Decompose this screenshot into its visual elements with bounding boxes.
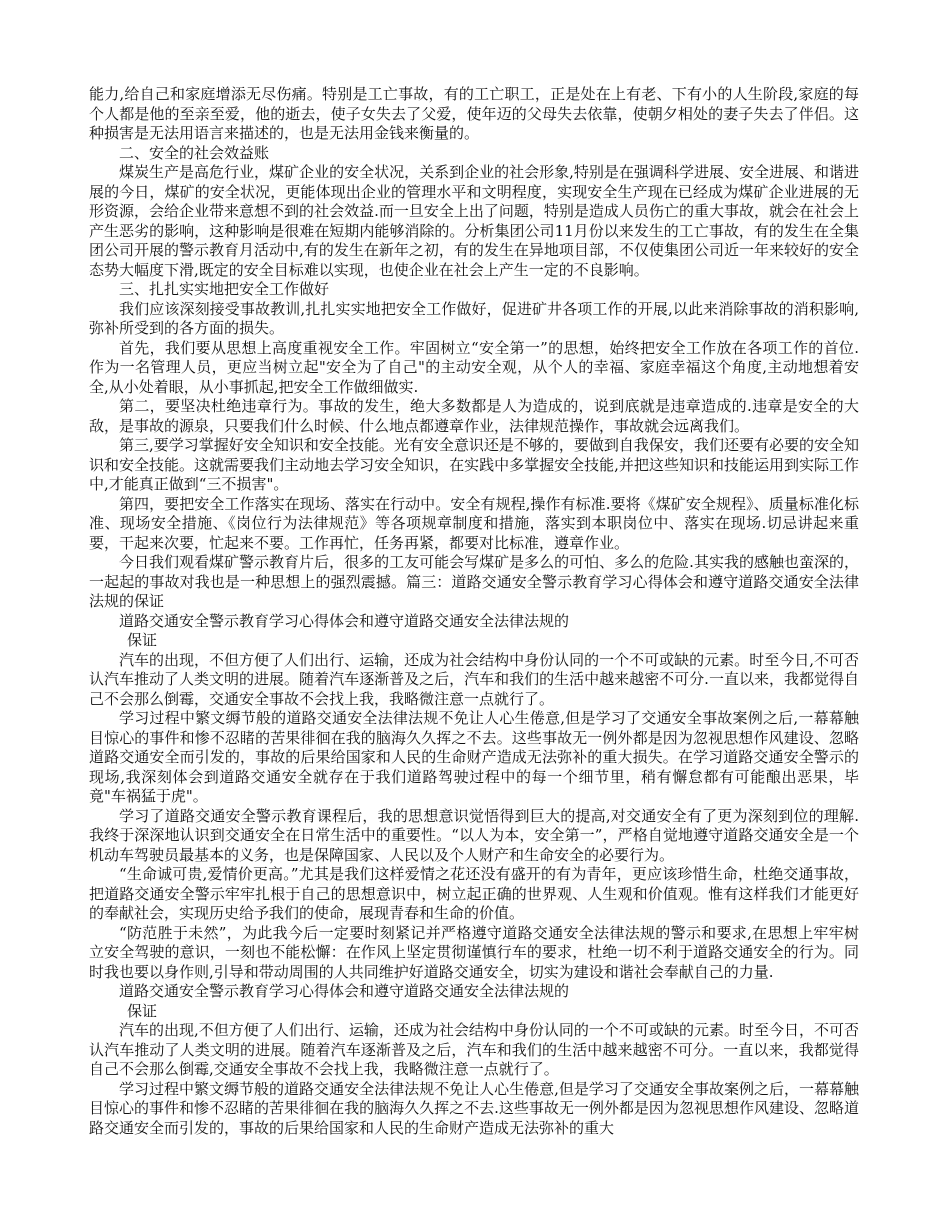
section-heading: 三、扎扎实实地把安全工作做好	[119, 280, 330, 298]
paragraph: “防范胜于未然”，为此我今后一定要时刻紧记并严格遵守道路交通安全法律法规的警示和要求,在思想上牢牢树立安全驾驶的意识，一刻也不能松懈：在作风上坚定贯彻谨慎行车的要求，杜绝一切不利于道路交通安全的行为。同时我也要以身作则,引导和带动周围的人共同维护好道路交通安全，切实为建设和谐社会奉献自己的力量.	[89, 923, 859, 981]
article-title: 道路交通安全警示教育学习心得体会和遵守道路交通安全法律法规的	[119, 982, 570, 1000]
paragraph: 第二，要坚决杜绝违章行为。事故的发生，绝大多数都是人为造成的，说到底就是违章造成的.违章是安全的大敌，是事故的源泉，只要我们什么时候、什么地点都遵章作业，法律规范操作，事故就会远离我们。	[89, 397, 859, 435]
document-body	[89, 85, 859, 1138]
paragraph: 学习过程中繁文缛节般的道路交通安全法律法规不免让人心生倦意,但是学习了交通安全事故案例之后,一幕幕触目惊心的事件和惨不忍睹的苦果徘徊在我的脑海久久挥之不去。这些事故无一例外都是因为忽视思想作风建设、忽略道路交通安全而引发的，事故的后果给国家和人民的生命财产造成无法弥补的重大损失。在学习道路交通安全警示的现场,我深刻体会到道路交通安全就存在于我们道路驾驶过程中的每一个细节里，稍有懈怠都有可能酿出恶果，毕竟"车祸猛于虎"。	[89, 709, 859, 805]
paragraph: “生命诚可贵,爱情价更高。”尤其是我们这样爱情之花还没有盛开的有为青年，更应该珍惜生命，杜绝交通事故，把道路交通安全警示牢牢扎根于自己的思想意识中，树立起正确的世界观、人生观和价值观。惟有这样我们才能更好的奉献社会，实现历史给予我们的使命，展现青春和生命的价值。	[89, 865, 859, 922]
paragraph: 学习过程中繁文缛节般的道路交通安全法律法规不免让人心生倦意,但是学习了交通安全事故案例之后，一幕幕触目惊心的事件和惨不忍睹的苦果徘徊在我的脑海久久挥之不去.这些事故无一例外都是因为忽视思想作风建设、忽略道路交通安全而引发的，事故的后果给国家和人民的生命财产造成无法弥补的重大	[89, 1079, 859, 1137]
paragraph: 汽车的出现，不但方便了人们出行、运输，还成为社会结构中身份认同的一个不可或缺的元素。时至今日,不可否认汽车推动了人类文明的进展。随着汽车逐渐普及之后，汽车和我们的生活中越来越密不可分.一直以来，我都觉得自己不会那么倒霉，交通安全事故不会找上我，我略微注意一点就行了。	[89, 650, 859, 708]
article-title-continued: 保证	[127, 631, 158, 649]
paragraph: 第三,要学习掌握好安全知识和安全技能。光有安全意识还是不够的，要做到自我保安，我们还要有必要的安全知识和安全技能。这就需要我们主动地去学习安全知识，在实践中多掌握安全技能,并把这些知识和技能运用到实际工作中,才能真正做到“三不损害"。	[89, 436, 859, 493]
paragraph: 煤炭生产是高危行业，煤矿企业的安全状况，关系到企业的社会形象,特别是在强调科学进展、安全进展、和谐进展的今日，煤矿的安全状况，更能体现出企业的管理水平和文明程度，实现安全生产现在已经成为煤矿企业进展的无形资源，会给企业带来意想不到的社会效益.而一旦安全上出了问题，特别是造成人员伤亡的重大事故，就会在社会上产生恶劣的影响，这种影响是很难在短期内能够消除的。分析集团公司11月份以来发生的工亡事故，有的发生在全集团公司开展的警示教育月活动中,有的发生在新年之初，有的发生在异地项目部，不仅使集团公司近一年来较好的安全态势大幅度下滑,既定的安全目标难以实现，也使企业在社会上产生一定的不良影响。	[89, 163, 859, 279]
paragraph: 首先，我们要从思想上高度重视安全工作。牢固树立“安全第一”的思想，始终把安全工作放在各项工作的首位.作为一名管理人员，更应当树立起"安全为了自己"的主动安全观，从个人的幸福、家庭幸福这个角度,主动地想着安全,从小处着眼，从小事抓起,把安全工作做细做实.	[89, 338, 859, 396]
section-heading: 二、安全的社会效益账	[119, 143, 270, 162]
paragraph: 我们应该深刻接受事故教训,扎扎实实地把安全工作做好，促进矿井各项工作的开展,以此来消除事故的消积影响,弥补所受到的各方面的损失。	[89, 299, 859, 337]
paragraph: 汽车的出现,不但方便了人们出行、运输，还成为社会结构中身份认同的一个不可或缺的元素。时至今日，不可否认汽车推动了人类文明的进展。随着汽车逐渐普及之后，汽车和我们的生活中越来越密不可分。一直以来，我都觉得自己不会那么倒霉,交通安全事故不会找上我，我略微注意一点就行了。	[89, 1021, 859, 1078]
paragraph: 第四，要把安全工作落实在现场、落实在行动中。安全有规程,操作有标准.要将《煤矿安全规程》、质量标准化标准、现场安全措施、《岗位行为法律规范》等各项规章制度和措施，落实到本职岗位中、落实在现场.切忌讲起来重要，干起来次要，忙起来不要。工作再忙，任务再紧，都要对比标准，遵章作业。	[89, 494, 859, 552]
article-title-continued: 保证	[127, 1001, 158, 1020]
paragraph: 能力,给自己和家庭增添无尽伤痛。特别是工亡事故，有的工亡职工，正是处在上有老、下有小的人生阶段,家庭的每个人都是他的至亲至爱，他的逝去，使子女失去了父爱，使年迈的父母失去依靠，使朝夕相处的妻子失去了伴侣。这种损害是无法用语言来描述的，也是无法用金钱来衡量的。	[89, 85, 859, 142]
paragraph: 今日我们观看煤矿警示教育片后，很多的工友可能会写煤矿是多么的可怕、多么的危险.其实我的感触也蛮深的，一起起的事故对我也是一种思想上的强烈震撼。篇三：道路交通安全警示教育学习心得体会和遵守道路交通安全法律法规的保证	[89, 553, 859, 610]
article-title: 道路交通安全警示教育学习心得体会和遵守道路交通安全法律法规的	[119, 611, 570, 630]
paragraph: 学习了道路交通安全警示教育课程后，我的思想意识觉悟得到巨大的提高,对交通安全有了更为深刻到位的理解.我终于深深地认识到交通安全在日常生活中的重要性。“以人为本，安全第一”，严格自觉地遵守道路交通安全是一个机动车驾驶员最基本的义务，也是保障国家、人民以及个人财产和生命安全的必要行为。	[89, 806, 859, 864]
